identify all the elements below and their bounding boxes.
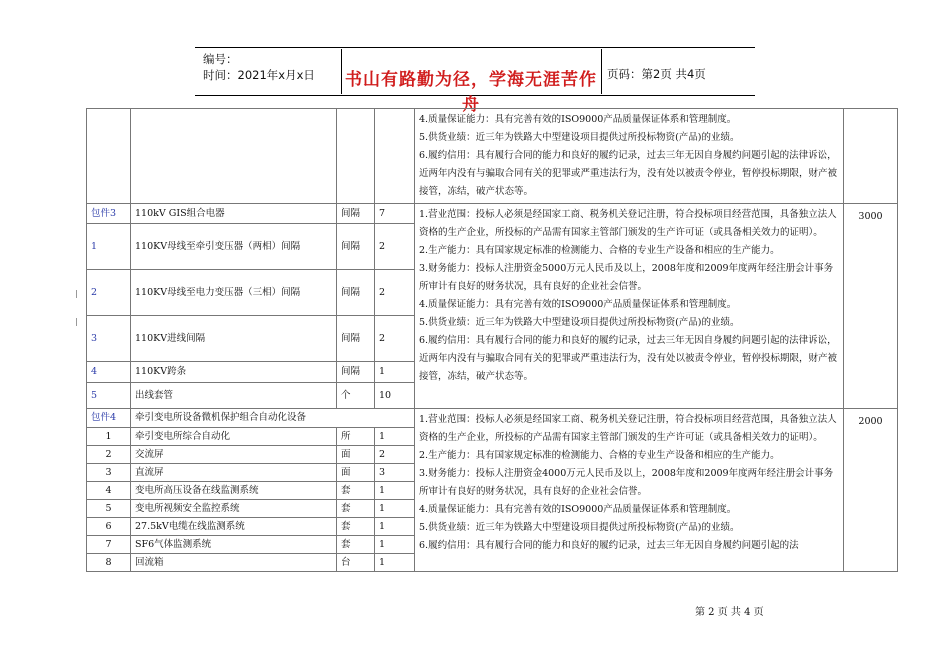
item-number: 5 <box>87 383 131 409</box>
quantity-cell: 1 <box>375 554 415 572</box>
item-number: 2 <box>87 446 131 464</box>
qualification-cell <box>415 409 844 572</box>
item-name: 110KV进线间隔 <box>131 316 337 362</box>
item-name: 变电所视频安全监控系统 <box>131 500 337 518</box>
qualification-cell <box>415 109 844 204</box>
unit-cell: 套 <box>337 482 375 500</box>
page-footer: 第 2 页 共 4 页 <box>695 607 764 618</box>
unit-cell: 间隔 <box>337 362 375 383</box>
qualification-item: 2.生产能力：具有国家规定标准的检测能力、合格的专业生产设备和相应的生产能力。 <box>419 450 780 461</box>
amount-cell: 2000 <box>844 409 898 572</box>
unit-cell: 间隔 <box>337 316 375 362</box>
package-name: 110kV GIS组合电器 <box>131 204 337 224</box>
item-name: 出线套管 <box>131 383 337 409</box>
header-divider <box>601 49 602 94</box>
qualification-item: 1.营业范围：投标人必须是经国家工商、税务机关登记注册，符合投标项目经营范围，具备独立法人资格的生产企业，所投标的产品需有国家主管部门颁发的生产许可证（或具备相关效力的证明）。 <box>419 414 837 443</box>
item-name: 牵引变电所综合自动化 <box>131 428 337 446</box>
item-number: 5 <box>87 500 131 518</box>
time-label: 时间：2021年x月x日 <box>203 68 315 82</box>
item-name: 110KV跨条 <box>131 362 337 383</box>
qualification-item: 6.履约信用：具有履行合同的能力和良好的履约记录，过去三年无因自身履约问题引起的法 <box>419 540 799 551</box>
item-name: 110KV母线至牵引变压器（两相）间隔 <box>131 224 337 270</box>
qualification-item: 5.供货业绩：近三年为铁路大中型建设项目提供过所投标物资(产品)的业绩。 <box>419 522 740 533</box>
header-top-rule <box>195 47 755 48</box>
motto-title: 书山有路勤为径，学海无涯苦作舟 <box>345 70 597 115</box>
item-name: 回流箱 <box>131 554 337 572</box>
qualification-item: 2.生产能力：具有国家规定标准的检测能力、合格的专业生产设备和相应的生产能力。 <box>419 245 780 256</box>
quantity-cell: 1 <box>375 482 415 500</box>
qualification-cell <box>415 204 844 409</box>
quantity-cell: 1 <box>375 536 415 554</box>
item-number: 3 <box>87 316 131 362</box>
unit-cell: 间隔 <box>337 204 375 224</box>
item-number: 4 <box>87 482 131 500</box>
item-number: 1 <box>87 224 131 270</box>
package-header-row <box>87 204 898 224</box>
item-name: 27.5kV电缆在线监测系统 <box>131 518 337 536</box>
unit-cell: 套 <box>337 500 375 518</box>
qualification-item: 4.质量保证能力：具有完善有效的ISO9000产品质量保证体系和管理制度。 <box>419 114 737 125</box>
page-header <box>195 47 755 115</box>
qualification-item: 3.财务能力：投标人注册资金4000万元人民币及以上，2008年度和2009年度两年经注册会计事务所审计有良好的财务状况，具有良好的企业社会信誉。 <box>419 468 834 497</box>
procurement-table <box>86 108 898 572</box>
quantity-cell: 1 <box>375 362 415 383</box>
qualification-item: 1.营业范围：投标人必须是经国家工商、税务机关登记注册，符合投标项目经营范围，具备独立法人资格的生产企业，所投标的产品需有国家主管部门颁发的生产许可证（或具备相关效力的证明）。 <box>419 209 837 238</box>
quantity-cell: 3 <box>375 464 415 482</box>
quantity-cell: 7 <box>375 204 415 224</box>
unit-cell: 套 <box>337 536 375 554</box>
table-row <box>87 109 898 204</box>
item-number: 7 <box>87 536 131 554</box>
item-number: 3 <box>87 464 131 482</box>
quantity-cell: 2 <box>375 270 415 316</box>
serial-label: 编号： <box>203 52 238 66</box>
page-indicator: 页码：第2页 共4页 <box>607 67 706 81</box>
quantity-cell: 1 <box>375 428 415 446</box>
item-number: 6 <box>87 518 131 536</box>
item-number: 1 <box>87 428 131 446</box>
package-number: 包件3 <box>87 204 131 224</box>
item-name: 变电所高压设备在线监测系统 <box>131 482 337 500</box>
item-name: SF6气体监测系统 <box>131 536 337 554</box>
qualification-item: 6.履约信用：具有履行合同的能力和良好的履约记录，过去三年无因自身履约问题引起的法律诉讼，近两年内没有与骗取合同有关的犯罪或严重违法行为，没有处以被责令停业，暂停投标期限，财产被接管，冻结，破产状态等。 <box>419 335 838 382</box>
qualification-item: 4.质量保证能力：具有完善有效的ISO9000产品质量保证体系和管理制度。 <box>419 504 737 515</box>
amount-cell: 3000 <box>844 204 898 409</box>
quantity-cell: 2 <box>375 446 415 464</box>
unit-cell: 面 <box>337 446 375 464</box>
item-number: 8 <box>87 554 131 572</box>
qualification-item: 5.供货业绩：近三年为铁路大中型建设项目提供过所投标物资(产品)的业绩。 <box>419 132 740 143</box>
unit-cell: 间隔 <box>337 224 375 270</box>
unit-cell: 间隔 <box>337 270 375 316</box>
unit-cell: 台 <box>337 554 375 572</box>
margin-tick <box>76 290 77 298</box>
package-number: 包件4 <box>87 409 131 428</box>
item-name: 110KV母线至电力变压器（三相）间隔 <box>131 270 337 316</box>
procurement-table-body <box>87 109 898 572</box>
qualification-item: 5.供货业绩：近三年为铁路大中型建设项目提供过所投标物资(产品)的业绩。 <box>419 317 740 328</box>
margin-tick <box>76 318 77 326</box>
item-name: 交流屏 <box>131 446 337 464</box>
qualification-item: 3.财务能力：投标人注册资金5000万元人民币及以上，2008年度和2009年度两年经注册会计事务所审计有良好的财务状况，具有良好的企业社会信誉。 <box>419 263 834 292</box>
unit-cell: 面 <box>337 464 375 482</box>
unit-cell: 所 <box>337 428 375 446</box>
quantity-cell: 1 <box>375 500 415 518</box>
quantity-cell: 2 <box>375 316 415 362</box>
quantity-cell: 1 <box>375 518 415 536</box>
qualification-item: 6.履约信用：具有履行合同的能力和良好的履约记录，过去三年无因自身履约问题引起的法律诉讼，近两年内没有与骗取合同有关的犯罪或严重违法行为，没有处以被责令停业，暂停投标期限，财产被接管，冻结，破产状态等。 <box>419 150 838 197</box>
quantity-cell: 10 <box>375 383 415 409</box>
item-number: 2 <box>87 270 131 316</box>
item-name: 直流屏 <box>131 464 337 482</box>
unit-cell: 套 <box>337 518 375 536</box>
unit-cell: 个 <box>337 383 375 409</box>
item-number: 4 <box>87 362 131 383</box>
package-header-row <box>87 409 898 428</box>
package-name: 牵引变电所设备微机保护组合自动化设备 <box>131 409 415 428</box>
qualification-item: 4.质量保证能力：具有完善有效的ISO9000产品质量保证体系和管理制度。 <box>419 299 737 310</box>
quantity-cell: 2 <box>375 224 415 270</box>
